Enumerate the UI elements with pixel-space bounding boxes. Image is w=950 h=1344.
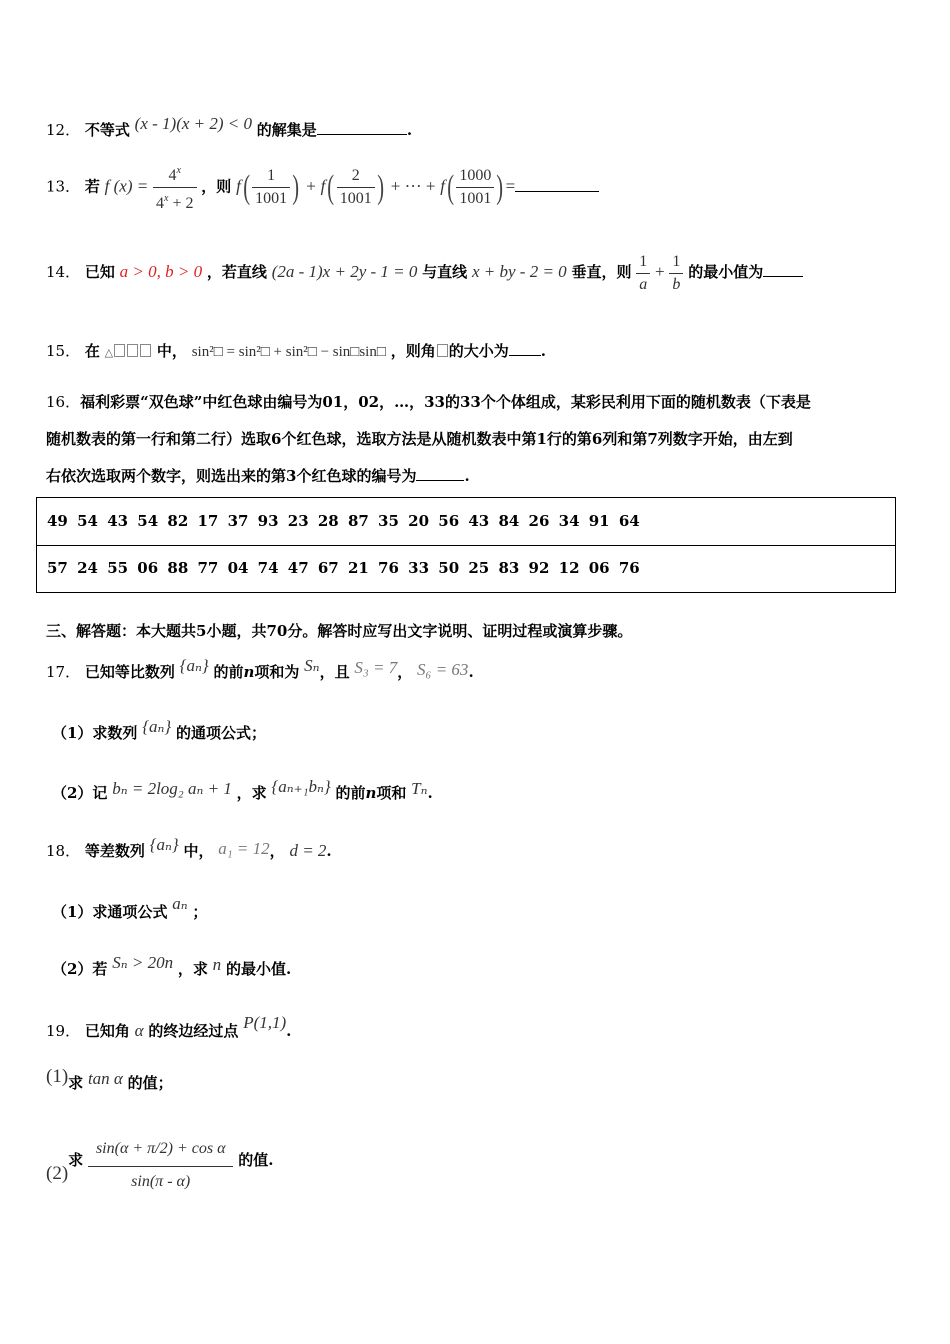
answer-blank: [763, 262, 803, 277]
section-heading: 三、解答题：本大题共5小题，共70分。解答时应写出文字说明、证明过程或演算步骤。: [46, 622, 633, 640]
term-3-fraction: $\frac{1000}{1001}$: [456, 165, 494, 210]
question-18-part-2: （2）若 Sₙ > 20n ，求 n 的最小值.: [52, 953, 292, 978]
line-1-equation: (2a - 1)x + 2y - 1 = 0: [271, 262, 418, 281]
question-17-part-2: （2）记 bₙ = 2log₂ aₙ + 1 ，求 {aₙ₊₁bₙ} 的前n项和 Tₙ.: [52, 777, 433, 802]
question-18: 18． 等差数列 {aₙ} 中， a₁ = 12， d = 2.: [46, 835, 332, 860]
question-19-part-1: (1)求 tan α 的值；: [46, 1066, 173, 1092]
table-row: 49 54 43 54 82 17 37 93 23 28 87 35 20 56 43 84 26 34 91 64: [47, 512, 640, 530]
missing-glyph-icon: [437, 344, 448, 357]
random-number-table: [36, 497, 896, 593]
function-fraction: $\frac{4^x}{4^x + 2}$: [153, 160, 196, 215]
question-17-part-1: （1）求数列 {aₙ} 的通项公式；: [52, 717, 267, 742]
question-19: 19． 已知角 α 的终边经过点 P(1,1).: [46, 1013, 292, 1040]
line-2-equation: x + by - 2 = 0: [471, 262, 567, 281]
table-row: 57 24 55 06 88 77 04 74 47 67 21 76 33 50 25 83 92 12 06 76: [47, 559, 640, 577]
question-13: 13． 若 f (x) = $\frac{4^x}{4^x + 2}$ ，则 f( $\frac{1}{1001}$ ) + f( $\frac{2}{1001}$ ) + ··· + f( $\frac{1000}{1001}$ ) =: [46, 160, 599, 215]
question-12: 12． 不等式 (x - 1)(x + 2) < 0 的解集是 .: [46, 114, 413, 139]
missing-glyph-icon: [127, 344, 138, 357]
answer-blank: [509, 341, 541, 356]
question-17: 17． 已知等比数列 {aₙ} 的前n项和为 Sₙ，且 S₃ = 7， S₆ = 63.: [46, 656, 474, 681]
expression-fraction: $\frac{\text{sin(α + π/2) + cos α}}{\sin(\pi - \alpha)}$: [88, 1130, 234, 1193]
question-16-line-2: 随机数表的第一行和第二行）选取6个红色球，选取方法是从随机数表中第1行的第6列和第7列数字开始，由左到: [46, 430, 793, 448]
fraction-1-over-a: $\frac{1}{a}$: [636, 251, 650, 296]
answer-blank: [515, 177, 599, 192]
question-19-part-2: (2)求 $\frac{\text{sin(α + π/2) + cos α}}{\sin(\pi - \alpha)}$ 的值.: [46, 1120, 273, 1214]
question-16-line-1: 16．福利彩票“双色球”中红色球由编号为01，02，…，33的33个个体组成，某彩民利用下面的随机数表（下表是: [46, 393, 811, 411]
term-1-fraction: $\frac{1}{1001}$: [252, 165, 290, 210]
missing-glyph-icon: [140, 344, 151, 357]
answer-blank: [416, 466, 464, 481]
sine-equation: sin²□ = sin²□ + sin²□ − sin□sin□: [191, 344, 386, 360]
question-14: 14． 已知 a > 0, b > 0 ，若直线 (2a - 1)x + 2y - 1 = 0 与直线 x + by - 2 = 0 垂直，则 $\frac{1}{a}$ + $\frac{1}{b}$ 的最小值为: [46, 247, 803, 297]
fraction-1-over-b: $\frac{1}{b}$: [669, 251, 683, 296]
inequality-expression: (x - 1)(x + 2) < 0: [134, 114, 253, 133]
condition-expression: a > 0, b > 0: [119, 262, 203, 281]
question-18-part-1: （1）求通项公式 aₙ ；: [52, 894, 208, 921]
triangle-icon: △: [104, 346, 114, 359]
missing-glyph-icon: [114, 344, 125, 357]
term-2-fraction: $\frac{2}{1001}$: [337, 165, 375, 210]
question-15: 15． 在 △ 中， sin²□ = sin²□ + sin²□ − sin□sin□ ，则角 的大小为 .: [46, 342, 546, 360]
answer-blank: [317, 120, 407, 135]
question-16-line-3: 右依次选取两个数字，则选出来的第3个红色球的编号为 .: [46, 467, 470, 485]
